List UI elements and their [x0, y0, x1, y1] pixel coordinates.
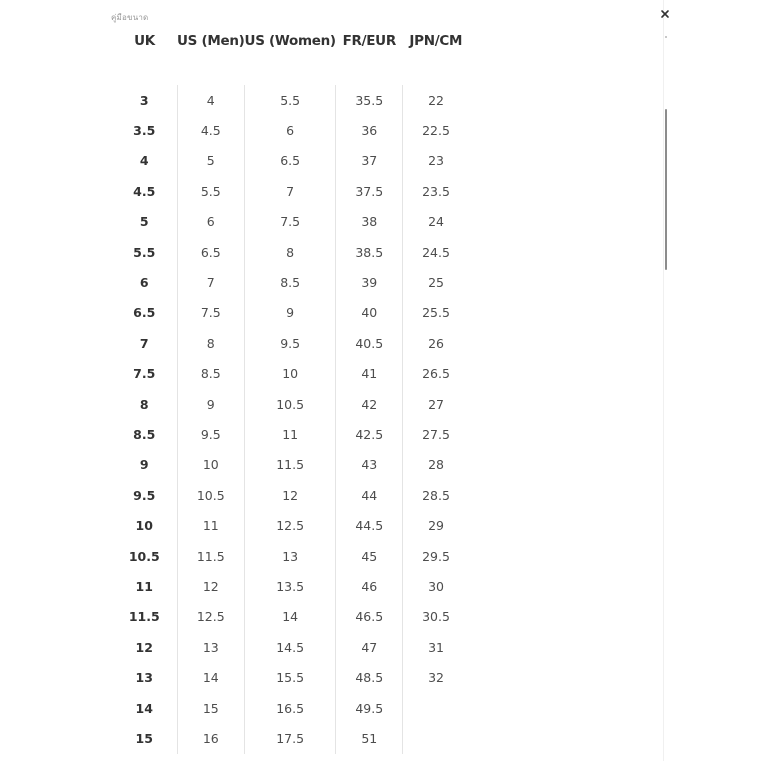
uk-size-cell: 9.5	[133, 487, 156, 503]
uk-size-cell: 11	[135, 578, 153, 594]
uk-size-cell: 4.5	[133, 183, 156, 199]
fr-eur-size-cell: 44	[336, 480, 403, 510]
fr-eur-size-cell: 44.5	[336, 510, 403, 540]
uk-size-cell: 8	[139, 396, 149, 412]
us-women-size-cell: 6	[245, 115, 336, 145]
table-row	[112, 480, 469, 510]
size-table	[112, 28, 469, 754]
us-men-size-cell: 9.5	[177, 419, 245, 449]
table-row	[112, 359, 469, 389]
fr-eur-size-cell: 40	[336, 298, 403, 328]
uk-size-cell: 7.5	[133, 366, 156, 382]
jpn-cm-size-cell: 26	[403, 328, 469, 358]
us-women-size-cell: 12	[245, 480, 336, 510]
us-men-size-cell: 11.5	[177, 541, 245, 571]
jpn-cm-size-cell: 23	[403, 146, 469, 176]
us-men-size-cell: 10	[177, 450, 245, 480]
fr-eur-size-cell: 46	[336, 571, 403, 601]
table-body	[112, 54, 469, 754]
us-women-size-cell: 12.5	[245, 510, 336, 540]
us-men-size-cell: 7	[177, 267, 245, 297]
fr-eur-size-cell: 41	[336, 359, 403, 389]
us-women-size-cell: 8.5	[245, 267, 336, 297]
us-men-size-cell: 15	[177, 693, 245, 723]
jpn-cm-size-cell: 24	[403, 207, 469, 237]
jpn-cm-size-cell: 27	[403, 389, 469, 419]
table-row	[112, 693, 469, 723]
us-women-size-cell: 14.5	[245, 632, 336, 662]
jpn-cm-size-cell: 31	[403, 632, 469, 662]
jpn-cm-size-cell: 32	[403, 662, 469, 692]
table-row	[112, 115, 469, 145]
us-men-size-cell: 6	[177, 207, 245, 237]
jpn-cm-size-cell: 25.5	[403, 298, 469, 328]
spacer-cell	[245, 54, 336, 85]
fr-eur-size-cell: 35.5	[336, 85, 403, 115]
us-women-size-cell: 9	[245, 298, 336, 328]
uk-size-cell: 14	[135, 700, 153, 716]
us-men-size-cell: 7.5	[177, 298, 245, 328]
us-men-size-cell: 4.5	[177, 115, 245, 145]
us-women-size-cell: 6.5	[245, 146, 336, 176]
us-women-size-cell: 14	[245, 602, 336, 632]
jpn-cm-size-cell	[403, 723, 469, 753]
jpn-cm-size-cell: 28.5	[403, 480, 469, 510]
spacer-cell	[336, 54, 403, 85]
us-women-size-cell: 11.5	[245, 450, 336, 480]
table-header	[112, 28, 469, 54]
table-row	[112, 207, 469, 237]
table-row	[112, 328, 469, 358]
us-men-size-cell: 12.5	[177, 602, 245, 632]
spacer-cell	[403, 54, 469, 85]
jpn-cm-size-cell: 30.5	[403, 602, 469, 632]
table-row	[112, 237, 469, 267]
table-row	[112, 419, 469, 449]
column-header-fr-eur: FR/EUR	[342, 33, 396, 49]
table-row	[112, 662, 469, 692]
us-men-size-cell: 6.5	[177, 237, 245, 267]
column-header-uk: UK	[134, 33, 155, 49]
us-men-size-cell: 10.5	[177, 480, 245, 510]
table-row	[112, 541, 469, 571]
fr-eur-size-cell: 51	[336, 723, 403, 753]
us-women-size-cell: 13.5	[245, 571, 336, 601]
jpn-cm-size-cell: 30	[403, 571, 469, 601]
fr-eur-size-cell: 48.5	[336, 662, 403, 692]
uk-size-cell: 5.5	[133, 244, 156, 260]
us-women-size-cell: 8	[245, 237, 336, 267]
table-row	[112, 571, 469, 601]
jpn-cm-size-cell: 28	[403, 450, 469, 480]
uk-size-cell: 13	[135, 670, 153, 686]
jpn-cm-size-cell: 24.5	[403, 237, 469, 267]
uk-size-cell: 11.5	[128, 609, 160, 625]
fr-eur-size-cell: 39	[336, 267, 403, 297]
jpn-cm-size-cell: 23.5	[403, 176, 469, 206]
page-title: คู่มือขนาด	[111, 13, 149, 22]
fr-eur-size-cell: 40.5	[336, 328, 403, 358]
us-men-size-cell: 16	[177, 723, 245, 753]
table-row	[112, 632, 469, 662]
fr-eur-size-cell: 36	[336, 115, 403, 145]
us-men-size-cell: 12	[177, 571, 245, 601]
fr-eur-size-cell: 45	[336, 541, 403, 571]
us-men-size-cell: 5.5	[177, 176, 245, 206]
uk-size-cell: 12	[135, 639, 153, 655]
uk-size-cell: 9	[139, 457, 149, 473]
jpn-cm-size-cell: 29.5	[403, 541, 469, 571]
jpn-cm-size-cell: 29	[403, 510, 469, 540]
scrollbar-thumb[interactable]	[665, 109, 667, 270]
us-women-size-cell: 15.5	[245, 662, 336, 692]
table-spacer-row	[112, 54, 469, 85]
jpn-cm-size-cell: 27.5	[403, 419, 469, 449]
column-header-us-men: US (Men)	[177, 33, 245, 49]
us-women-size-cell: 10.5	[245, 389, 336, 419]
uk-size-cell: 15	[135, 730, 153, 746]
fr-eur-size-cell: 43	[336, 450, 403, 480]
column-header-jpn-cm: JPN/CM	[409, 33, 463, 49]
us-men-size-cell: 8.5	[177, 359, 245, 389]
fr-eur-size-cell: 37.5	[336, 176, 403, 206]
fr-eur-size-cell: 38.5	[336, 237, 403, 267]
uk-size-cell: 10	[135, 518, 153, 534]
close-button[interactable]	[658, 6, 672, 24]
fr-eur-size-cell: 37	[336, 146, 403, 176]
uk-size-cell: 10.5	[128, 548, 160, 564]
us-men-size-cell: 11	[177, 510, 245, 540]
uk-size-cell: 3.5	[133, 123, 156, 139]
us-men-size-cell: 14	[177, 662, 245, 692]
table-row	[112, 85, 469, 115]
us-men-size-cell: 9	[177, 389, 245, 419]
fr-eur-size-cell: 49.5	[336, 693, 403, 723]
us-men-size-cell: 4	[177, 85, 245, 115]
table-row	[112, 389, 469, 419]
table-header-row	[112, 28, 469, 54]
table-row	[112, 176, 469, 206]
uk-size-cell: 8.5	[133, 426, 156, 442]
jpn-cm-size-cell: 22	[403, 85, 469, 115]
table-row	[112, 146, 469, 176]
us-women-size-cell: 17.5	[245, 723, 336, 753]
jpn-cm-size-cell: 25	[403, 267, 469, 297]
us-women-size-cell: 13	[245, 541, 336, 571]
us-men-size-cell: 13	[177, 632, 245, 662]
us-women-size-cell: 9.5	[245, 328, 336, 358]
table-row	[112, 267, 469, 297]
uk-size-cell: 6.5	[133, 305, 156, 321]
us-women-size-cell: 11	[245, 419, 336, 449]
us-women-size-cell: 7.5	[245, 207, 336, 237]
uk-size-cell: 6	[139, 275, 149, 291]
uk-size-cell: 5	[139, 214, 149, 230]
fr-eur-size-cell: 42	[336, 389, 403, 419]
us-men-size-cell: 8	[177, 328, 245, 358]
us-women-size-cell: 7	[245, 176, 336, 206]
spacer-cell	[177, 54, 245, 85]
jpn-cm-size-cell: 26.5	[403, 359, 469, 389]
fr-eur-size-cell: 38	[336, 207, 403, 237]
table-row	[112, 723, 469, 753]
fr-eur-size-cell: 46.5	[336, 602, 403, 632]
table-row	[112, 298, 469, 328]
us-women-size-cell: 10	[245, 359, 336, 389]
column-header-us-women: US (Women)	[244, 33, 336, 49]
fr-eur-size-cell: 47	[336, 632, 403, 662]
table-row	[112, 510, 469, 540]
close-icon	[658, 6, 672, 24]
uk-size-cell: 7	[139, 335, 149, 351]
table-row	[112, 602, 469, 632]
jpn-cm-size-cell	[403, 693, 469, 723]
table-row	[112, 450, 469, 480]
uk-size-cell: 3	[139, 92, 149, 108]
fr-eur-size-cell: 42.5	[336, 419, 403, 449]
jpn-cm-size-cell: 22.5	[403, 115, 469, 145]
scroll-indicator-dot	[665, 36, 667, 38]
uk-size-cell: 4	[139, 153, 149, 169]
us-men-size-cell: 5	[177, 146, 245, 176]
us-women-size-cell: 16.5	[245, 693, 336, 723]
us-women-size-cell: 5.5	[245, 85, 336, 115]
spacer-cell	[112, 54, 177, 85]
